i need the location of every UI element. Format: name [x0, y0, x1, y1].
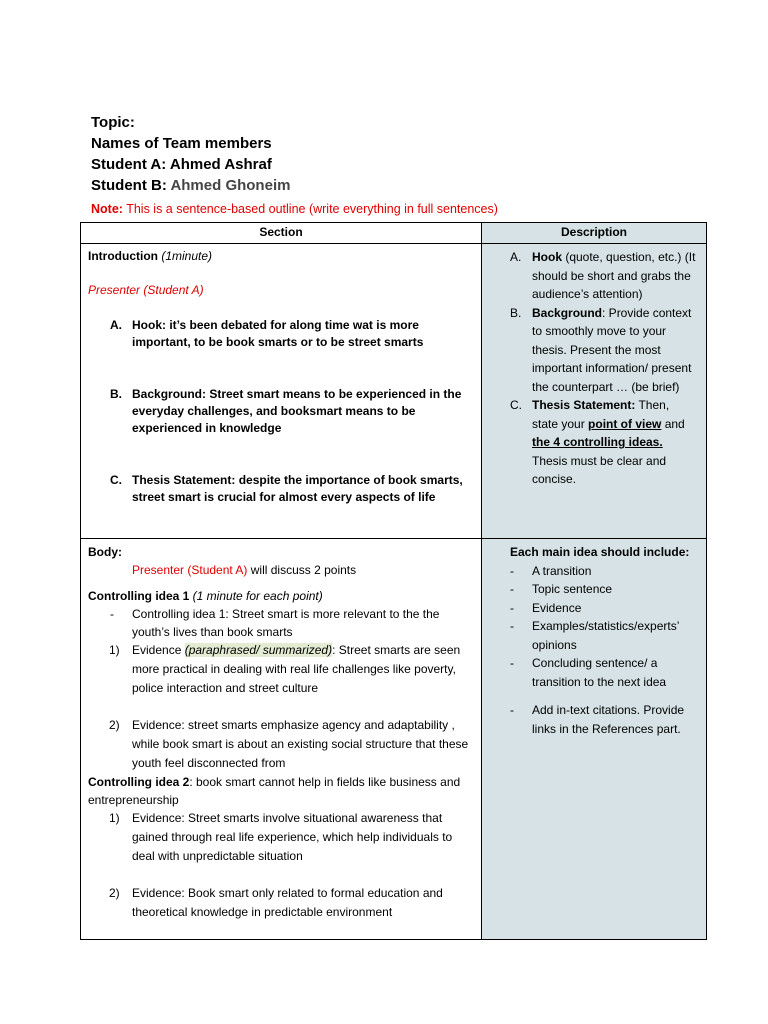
desc-hook: [510, 248, 698, 304]
body-desc-item-2-dash: -: [510, 582, 514, 596]
body-desc-item-5-dash: -: [510, 656, 514, 670]
ci1-evidence-1: [88, 641, 473, 698]
intro-item-c: [88, 472, 473, 506]
intro-item-a-label: A.: [110, 318, 122, 332]
student-a-label: Student A:: [91, 156, 170, 173]
ci1-text: Controlling idea 1: Street smart is more relevant to the the youth’s lives than book smarts: [132, 607, 440, 639]
intro-item-a: [88, 317, 473, 351]
desc-thesis-ideas: the 4 controlling ideas.: [532, 435, 663, 449]
intro-item-b: [88, 386, 473, 437]
ci1-heading-time: (1 minute for each point): [189, 589, 323, 603]
intro-item-c-text: Thesis Statement: despite the importance of book smarts, street smart is crucial for almost every aspects of life: [132, 473, 463, 504]
ci1-ev1-highlight: (paraphrased/ summarized): [184, 643, 333, 657]
student-a-line: [91, 154, 290, 175]
section-header: Section: [81, 223, 482, 244]
intro-item-c-label: C.: [110, 473, 122, 487]
student-a-name: Ahmed Ashraf: [169, 156, 272, 173]
desc-hook-label: A.: [510, 250, 522, 264]
desc-hook-text: (quote, question, etc.) (It should be short and grabs the audience’s attention): [532, 250, 696, 301]
body-desc-item-3-text: Evidence: [532, 600, 582, 615]
body-desc-citations-text: Add in-text citations. Provide links in the References part.: [532, 703, 685, 736]
body-title: Body:: [88, 545, 122, 559]
ci1-heading-bold: Controlling idea 1: [88, 589, 190, 603]
ci2-heading-text: : book smart cannot help in fields like business and entrepreneurship: [88, 775, 461, 807]
header-block: [91, 112, 290, 196]
intro-item-b-label: B.: [110, 387, 122, 401]
desc-background-label: B.: [510, 305, 522, 320]
body-desc-item-1-dash: -: [510, 563, 514, 578]
ci1-dash: -: [110, 607, 114, 621]
desc-thesis-pov: point of view: [588, 416, 662, 431]
desc-thesis-text1: Then, state your: [532, 398, 670, 431]
ci1-item: [88, 605, 473, 641]
note-line: [91, 202, 498, 216]
intro-title-line: [88, 248, 473, 265]
ci2-ev2-label: 2): [109, 886, 120, 900]
desc-hook-bold: Hook: [532, 250, 562, 264]
ci1-ev2-label: 2): [109, 718, 120, 732]
desc-thesis-label: C.: [510, 398, 522, 412]
body-desc-item-3: [510, 599, 698, 618]
team-members-label: Names of Team members: [91, 135, 272, 152]
description-header: Description: [482, 223, 707, 244]
ci2-ev1-text: Evidence: Street smarts involve situational awareness that gained through real life experience, which help individuals to deal with unpredictable situation: [132, 811, 453, 863]
intro-description-cell: [482, 244, 707, 539]
ci1-ev2-text: Evidence: street smarts emphasize agency and adaptability , while book smart is about an existing social structure that these youth feel disconnected from: [132, 718, 469, 770]
body-desc-item-4-text: Examples/statistics/experts’ opinions: [532, 619, 679, 652]
topic-label: Topic:: [91, 114, 135, 131]
intro-time: (1minute): [157, 249, 213, 263]
ci2-evidence-2: [88, 884, 473, 922]
ci1-ev1-label: 1): [109, 643, 120, 657]
body-desc-item-2-text: Topic sentence: [532, 582, 613, 596]
student-b-line: [91, 175, 290, 196]
ci1-ev1-text: : Street smarts are seen more practical in dealing with real life challenges like poverty, police interaction and street culture: [132, 643, 461, 695]
body-desc-citations: [510, 701, 698, 738]
student-b-name: Ahmed Ghoneim: [170, 177, 291, 194]
body-presenter: Presenter (Student A): [132, 563, 248, 577]
body-presenter-rest: will discuss 2 points: [247, 563, 357, 577]
body-description-cell: [482, 539, 707, 940]
body-row: [81, 539, 707, 940]
student-b-label: Student B:: [91, 177, 171, 194]
body-presenter-line: [88, 561, 473, 579]
intro-section-cell: [81, 244, 482, 539]
body-desc-item-4-dash: -: [510, 619, 514, 633]
outline-table: [80, 222, 707, 940]
desc-background: [510, 304, 698, 397]
desc-thesis: [510, 396, 698, 489]
ci2-heading: [88, 773, 473, 809]
ci1-heading: [88, 587, 473, 605]
ci2-heading-bold: Controlling idea 2: [88, 775, 190, 789]
ci1-ev1-pre: Evidence: [132, 643, 185, 657]
desc-thesis-text2: Thesis must be clear and concise.: [532, 453, 667, 486]
body-desc-item-3-dash: -: [510, 600, 514, 615]
intro-presenter: Presenter (Student A): [88, 283, 204, 297]
intro-item-b-text: Background: Street smart means to be experienced in the everyday challenges, and booksmart means to be experienced in knowledge: [132, 387, 462, 435]
ci2-ev2-text: Evidence: Book smart only related to formal education and theoretical knowledge in predictable environment: [132, 886, 443, 919]
intro-title: Introduction: [88, 249, 158, 263]
note-label: Note:: [91, 202, 123, 216]
intro-item-a-text: Hook: it’s been debated for along time wat is more important, to be book smarts or to be street smarts: [132, 318, 424, 349]
body-desc-item-2: [510, 580, 698, 599]
body-desc-item-1: [510, 562, 698, 581]
desc-background-bold: Background: [532, 305, 603, 320]
body-desc-item-5-text: Concluding sentence/ a transition to the next idea: [532, 656, 667, 689]
ci2-evidence-1: [88, 809, 473, 866]
desc-background-text: : Provide context to smoothly move to your thesis. Present the most important information/ present the counterpart … (be brief): [532, 305, 692, 394]
body-desc-item-1-text: A transition: [532, 563, 592, 578]
body-desc-title: Each main idea should include:: [510, 545, 690, 559]
note-text: This is a sentence-based outline (write everything in full sentences): [122, 202, 498, 216]
intro-row: [81, 244, 707, 539]
ci1-evidence-2: [88, 716, 473, 773]
body-section-cell: [81, 539, 482, 940]
table-header-row: [81, 223, 707, 244]
desc-thesis-and: and: [661, 416, 685, 431]
body-desc-item-5: [510, 654, 698, 691]
body-desc-item-4: [510, 617, 698, 654]
ci2-ev1-label: 1): [109, 811, 120, 825]
body-desc-citations-dash: -: [510, 703, 514, 717]
desc-thesis-bold: Thesis Statement:: [532, 398, 636, 412]
